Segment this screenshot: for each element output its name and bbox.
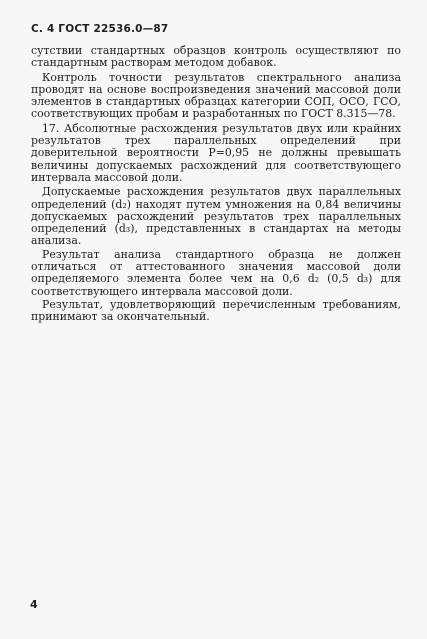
paragraph-6: Результат, удовлетворяющий перечисленным требованиям, принимают за окончательный. — [31, 297, 401, 324]
paragraph-1: сутствии стандартных образцов контроль осуществляют по стандартным растворам методом добавок. — [31, 44, 401, 70]
page-header: С. 4 ГОСТ 22536.0—87 — [31, 23, 169, 35]
paragraph-3: 17. Абсолютные расхождения результатов двух или крайних результатов трех параллельных определений при доверительной вероятности P=0,95 не должны превышать величины допускаемых расхождений для соответствующего интервала массовой доли. — [31, 121, 401, 184]
paragraph-5: Результат анализа стандартного образца не должен отличаться от аттестованного значения массовой доли определяемого элемента более чем на 0,6 d₂ (0,5 d₃) для соответствующего интервала массовой доли. — [31, 247, 401, 298]
body-text — [31, 45, 401, 326]
page-number: 4 — [30, 598, 38, 611]
paragraph-4: Допускаемые расхождения результатов двух параллельных определений (d₂) находят путем умножения на 0,84 величины допускаемых расхождений результатов трех параллельных определений (d₃), представленных в стандартах на методы анализа. — [31, 185, 401, 248]
paragraph-2: Контроль точности результатов спектрального анализа проводят на основе воспроизведения значений массовой доли элементов в стандартных образцах категории СОП, ОСО, ГСО, соответствующих пробам и разработанных по ГОСТ 8.315—78. — [31, 70, 401, 121]
